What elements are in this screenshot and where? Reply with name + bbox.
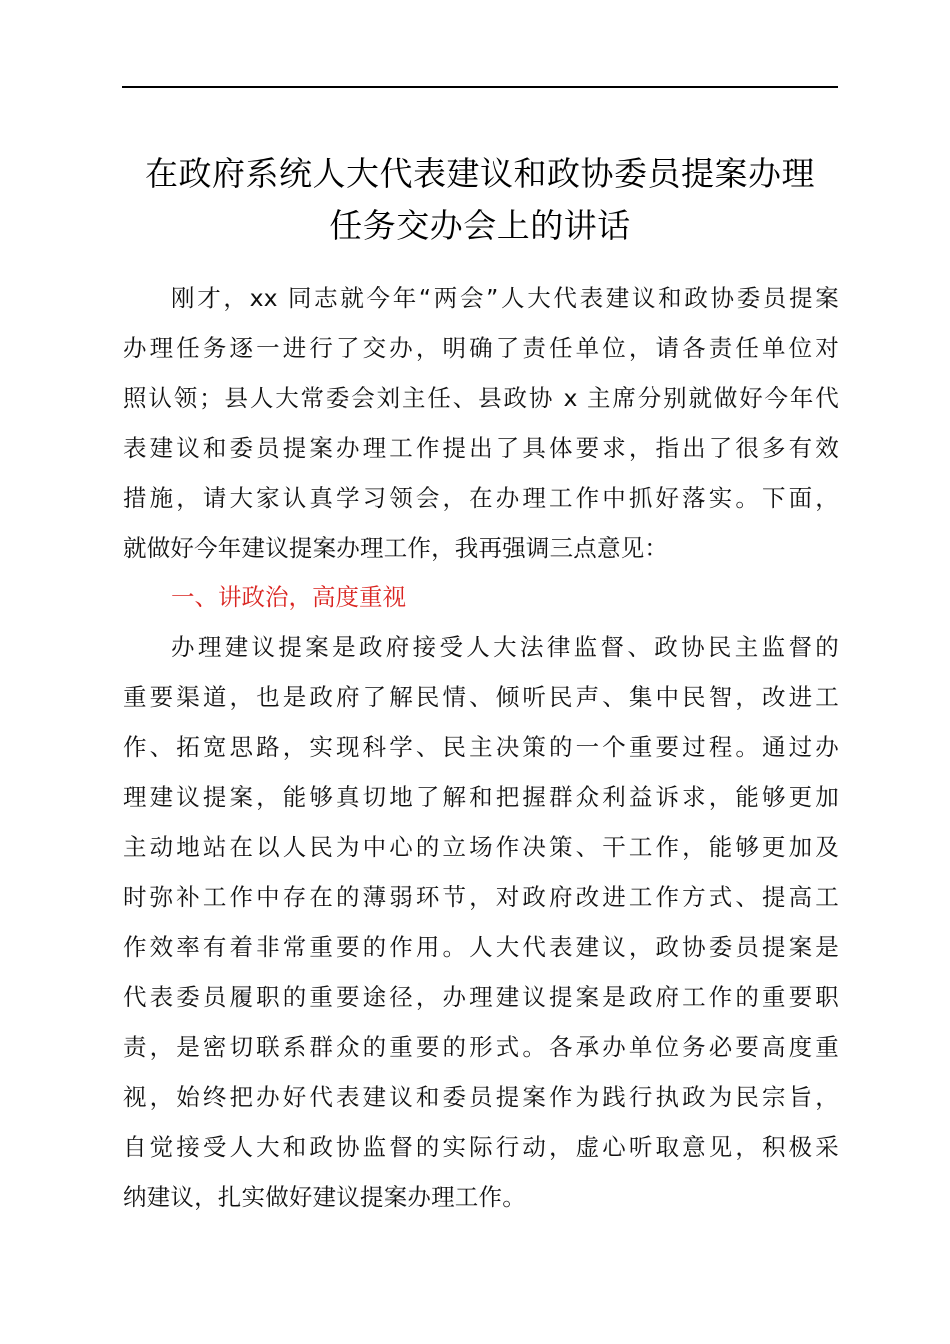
- paragraph-section-1: [123, 622, 839, 1222]
- paragraph-line: 办理任务逐一进行了交办，明确了责任单位，请各责任单位对: [123, 334, 839, 362]
- paragraph-line: 主动地站在以人民为中心的立场作决策、干工作，能够更加及: [123, 833, 839, 861]
- paragraph-line: 代表委员履职的重要途径，办理建议提案是政府工作的重要职: [123, 983, 839, 1011]
- paragraph-intro: [123, 273, 839, 573]
- paragraph-line: 自觉接受人大和政协监督的实际行动，虚心听取意见，积极采: [123, 1133, 839, 1161]
- title-line-1: 在政府系统人大代表建议和政协委员提案办理: [145, 154, 815, 193]
- paragraph-line: 照认领；县人大常委会刘主任、县政协 x 主席分别就做好今年代: [123, 384, 839, 412]
- paragraph-line: 重要渠道，也是政府了解民情、倾听民声、集中民智，改进工: [123, 683, 839, 711]
- paragraph-line: 措施，请大家认真学习领会，在办理工作中抓好落实。下面，: [123, 484, 839, 512]
- title-line-2: 任务交办会上的讲话: [329, 206, 631, 245]
- paragraph-line: 作、拓宽思路，实现科学、民主决策的一个重要过程。通过办: [123, 733, 839, 761]
- header-rule: [122, 86, 838, 88]
- paragraph-line: 表建议和委员提案办理工作提出了具体要求，指出了很多有效: [123, 434, 839, 462]
- paragraph-line: 时弥补工作中存在的薄弱环节，对政府改进工作方式、提高工: [123, 883, 839, 911]
- paragraph-line: 责，是密切联系群众的重要的形式。各承办单位务必要高度重: [123, 1033, 839, 1061]
- paragraph-line: 视，始终把办好代表建议和委员提案作为践行执政为民宗旨，: [123, 1083, 839, 1111]
- paragraph-line: 就做好今年建议提案办理工作，我再强调三点意见：: [123, 534, 669, 562]
- paragraph-line: 作效率有着非常重要的作用。人大代表建议，政协委员提案是: [123, 933, 839, 961]
- document-title: [100, 148, 860, 252]
- paragraph-line: 纳建议，扎实做好建议提案办理工作。: [123, 1183, 526, 1211]
- section-heading-1: 一、讲政治，高度重视: [171, 583, 406, 611]
- paragraph-line: 刚才，xx 同志就今年“两会”人大代表建议和政协委员提案: [171, 284, 839, 312]
- paragraph-line: 理建议提案，能够真切地了解和把握群众利益诉求，能够更加: [123, 783, 839, 811]
- paragraph-line: 办理建议提案是政府接受人大法律监督、政协民主监督的: [171, 633, 839, 661]
